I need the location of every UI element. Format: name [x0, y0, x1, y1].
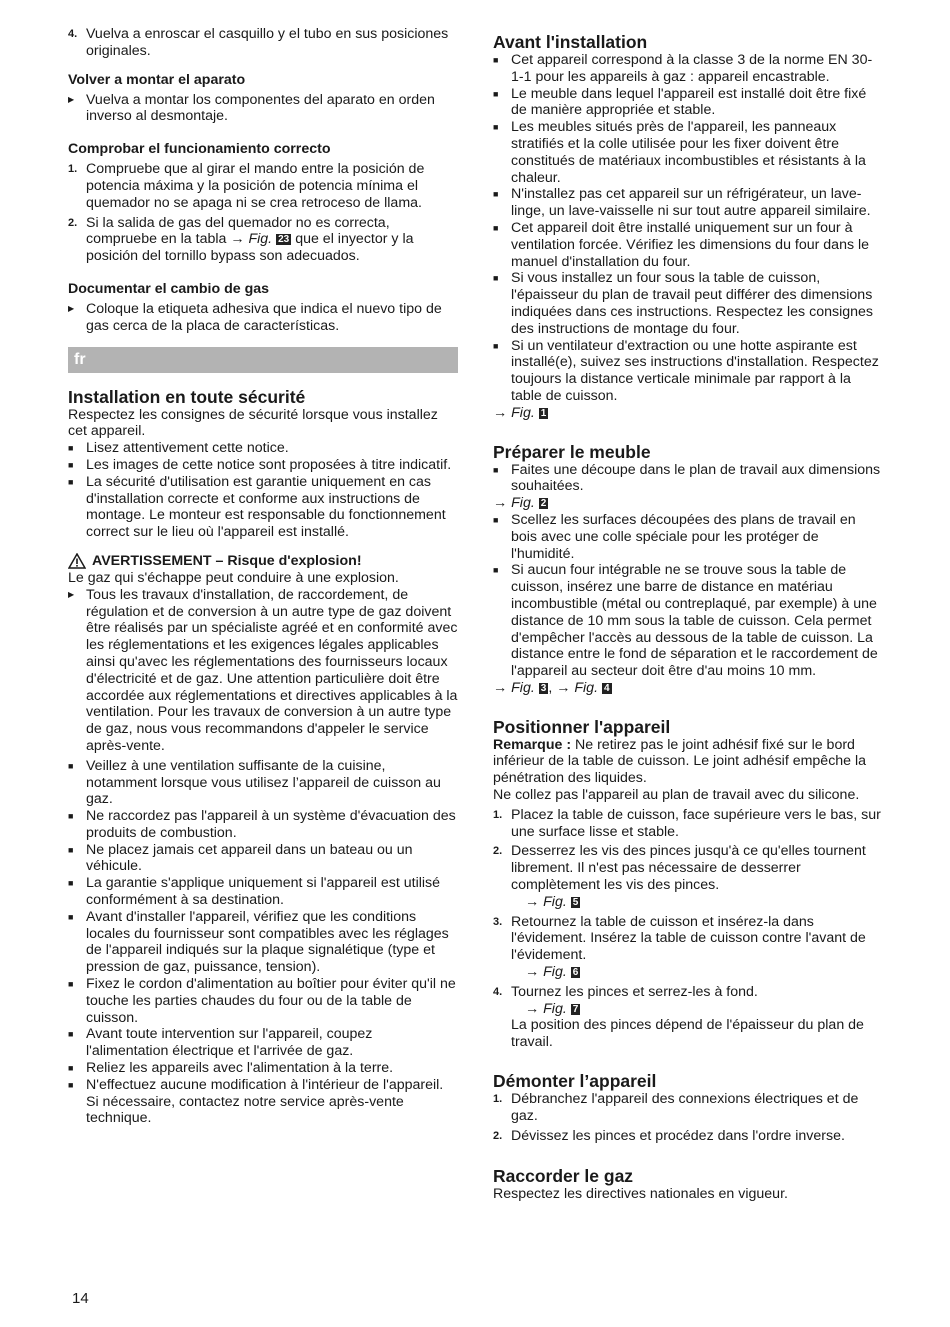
list-item-text: Si un ventilateur d'extraction ou une hotte aspirante est installé(e), suivez ses instructions d'installation. Respectez toujours la distance verticale minimale par rapport à la table de cuisson. — [511, 337, 879, 404]
square-bullet-icon: ■ — [68, 1079, 74, 1090]
page-number: 14 — [72, 1290, 89, 1307]
list-item — [68, 457, 458, 474]
list-item — [493, 914, 883, 981]
figure-line — [511, 964, 883, 981]
figure-number-badge: 7 — [572, 1003, 579, 1015]
figure-ref: → Fig. — [525, 893, 567, 910]
list-item-text: Retournez la table de cuisson et insérez-la dans l'évidement. Insérez la table de cuisson contre l'avant de l'évidement. — [511, 913, 866, 964]
list-item — [68, 1077, 458, 1127]
list-item-text: Tous les travaux d'installation, de raccordement, de régulation et de conversion à un autre type de gaz doivent être réalisés par un spécialiste agréé et en conformité avec les réglementations et les exigences légales applicables ainsi qu'avec les réglementations des fournisseurs locaux d'électricité et de gaz. Une attention particulière doit être accordée aux réglementations et directives applicables à la ventilation. Pour les travaux de conversion à un autre type de gaz, nous vous recommandons d'appeler le service après-vente. — [86, 586, 458, 754]
list-item — [68, 26, 458, 60]
list-item-text: Faites une découpe dans le plan de travail aux dimensions souhaitées. — [511, 461, 881, 495]
paragraph: Respectez les consignes de sécurité lorsque vous installez cet appareil. — [68, 406, 438, 440]
language-band — [68, 347, 458, 373]
figure-line — [493, 680, 883, 697]
left-column — [68, 26, 458, 1127]
list-item — [68, 301, 458, 335]
list-item-text: Vuelva a enroscar el casquillo y el tubo en sus posiciones originales. — [86, 26, 449, 59]
language-label: fr — [74, 350, 86, 368]
list-item — [493, 512, 883, 562]
section-heading: Documentar el cambio de gas — [68, 280, 270, 297]
list-item-text: La position des pinces dépend de l'épaisseur du plan de travail. — [511, 1017, 864, 1051]
list-item-text: Reliez les appareils avec l'alimentation à la terre. — [86, 1060, 394, 1077]
list-item — [493, 220, 883, 270]
figure-number-badge: 1 — [540, 407, 547, 419]
triangle-bullet-icon: ▶ — [68, 589, 75, 599]
list-item — [68, 909, 458, 976]
figure-number-badge: 3 — [540, 682, 547, 694]
figure-ref: → Fig. — [525, 1000, 567, 1017]
list-item — [68, 1026, 458, 1060]
step-number: 1. — [493, 1093, 503, 1106]
list-item — [68, 440, 458, 457]
square-bullet-icon: ■ — [68, 979, 74, 990]
list-item-text: N'effectuez aucune modification à l'intérieur de l'appareil. Si nécessaire, contactez notre service après-vente technique. — [86, 1076, 444, 1127]
list-item — [493, 52, 883, 86]
step-number: 1. — [493, 808, 503, 821]
separator: , — [548, 679, 557, 696]
triangle-bullet-icon: ▶ — [68, 94, 75, 104]
square-bullet-icon: ■ — [68, 911, 74, 922]
list-item-text: Avant d'installer l'appareil, vérifiez que les conditions locales du fournisseur sont compatibles avec les réglages de l'appareil indiqués sur la plaque signalétique (type et pression de gaz, puissance, tension). — [86, 908, 449, 976]
list-item-text: N'installez pas cet appareil sur un réfrigérateur, un lave-linge, un lave-vaisselle ni sur tout autre appareil similaire. — [511, 186, 871, 220]
list-item — [493, 807, 883, 841]
square-bullet-icon: ■ — [68, 1063, 74, 1074]
figure-ref: → Fig. — [230, 231, 273, 248]
list-item — [68, 808, 458, 842]
list-item-text: Avant toute intervention sur l'appareil, coupez l'alimentation électrique et l'arrivée de gaz. — [86, 1026, 373, 1060]
figure-ref: → Fig. — [493, 404, 535, 421]
step-number: 3. — [493, 915, 503, 928]
list-item — [68, 474, 458, 541]
list-item-text: Si aucun four intégrable ne se trouve sous la table de cuisson, insérez une barre de distance en matériau incombustible (métal ou contreplaqué, par exemple) à une distance de 10 mm sous la table de cuisson. Cela permet d'empêcher l'accès au dessous de la table de cuisson. La distance entre le fond de séparation et le raccordement de l'appareil au secteur doit être d'au moins 10 mm. — [511, 562, 878, 680]
list-item-text: Desserrez les vis des pinces jusqu'à ce qu'elles tournent librement. Il n'est pas nécessaire de desserrer complètement les vis des pinces. — [511, 843, 866, 894]
square-bullet-icon: ■ — [68, 1029, 74, 1040]
list-item — [493, 562, 883, 680]
list-item-text: Cet appareil correspond à la classe 3 de la norme EN 30-1-1 pour les appareils à gaz : appareil encastrable. — [511, 52, 873, 85]
list-item — [493, 984, 883, 1051]
figure-line — [493, 495, 883, 512]
list-item-text: Débranchez l'appareil des connexions électriques et de gaz. — [511, 1091, 859, 1124]
list-item-text: Placez la table de cuisson, face supérieure vers le bas, sur une surface lisse et stable. — [511, 806, 881, 840]
list-item — [68, 161, 458, 211]
list-item — [493, 462, 883, 496]
list-item-text: Le meuble dans lequel l'appareil est installé doit être fixé de manière appropriée et stable. — [511, 85, 867, 119]
square-bullet-icon: ■ — [493, 565, 499, 576]
list-item-text: Tournez les pinces et serrez-les à fond. — [511, 983, 758, 1000]
list-item-text: Compruebe que al girar el mando entre la posición de potencia máxima y la posición de potencia mínima el quemador no se apaga ni se crea retroceso de llama. — [86, 161, 425, 211]
section-heading: Comprobar el funcionamiento correcto — [68, 141, 331, 158]
figure-number-badge: 4 — [604, 682, 610, 694]
section-heading: Positionner l'appareil — [493, 716, 671, 737]
step-number: 4. — [493, 985, 503, 998]
list-item — [493, 186, 883, 220]
list-item — [493, 86, 883, 120]
list-item-text: Vuelva a montar los componentes del aparato en orden inverso al desmontaje. — [86, 91, 435, 125]
square-bullet-icon: ■ — [493, 189, 499, 200]
square-bullet-icon: ■ — [68, 844, 74, 855]
list-item — [68, 92, 458, 126]
figure-number-badge: 6 — [572, 967, 579, 979]
warning-heading — [68, 553, 458, 570]
square-bullet-icon: ■ — [493, 88, 499, 99]
list-item-text: Veillez à une ventilation suffisante de la cuisine, notamment lorsque vous utilisez l’appareil de cuisson au gaz. — [86, 757, 441, 808]
step-number: 1. — [68, 163, 78, 176]
warning-triangle-icon — [68, 553, 86, 569]
list-item-text: Si la salida de gas del quemador no es correcta, compruebe en la tabla — [86, 214, 390, 248]
list-item-text: La garantie s'applique uniquement si l'appareil est utilisé conformément à sa destination. — [86, 875, 441, 909]
list-item-text: Lisez attentivement cette notice. — [86, 440, 289, 457]
list-item — [68, 842, 458, 876]
list-item-text: Ne placez jamais cet appareil dans un bateau ou un véhicule. — [86, 841, 413, 875]
warning-title: AVERTISSEMENT – Risque d'explosion! — [92, 552, 362, 569]
square-bullet-icon: ■ — [493, 122, 499, 133]
section-heading: Préparer le meuble — [493, 441, 651, 462]
square-bullet-icon: ■ — [68, 878, 74, 889]
square-bullet-icon: ■ — [493, 222, 499, 233]
square-bullet-icon: ■ — [68, 459, 74, 470]
square-bullet-icon: ■ — [493, 464, 499, 475]
list-item — [68, 1060, 458, 1077]
step-number: 2. — [493, 845, 503, 858]
list-item-text: Les meubles situés près de l'appareil, les panneaux stratifiés et la colle utilisée pour les fixer doivent être constitués de matériaux incombustibles et résistants à la chaleur. — [511, 119, 866, 186]
list-item — [68, 587, 458, 755]
list-item-text: La sécurité d'utilisation est garantie uniquement en cas d'installation correcte et conforme aux instructions de montage. Le monteur est responsable du fonctionnement correct sur le lieu où l'appareil est installé. — [86, 473, 446, 541]
square-bullet-icon: ■ — [68, 443, 74, 454]
figure-ref: → Fig. — [525, 964, 567, 981]
list-item — [68, 215, 458, 265]
list-item-text: que el inyector y la posición del tornillo bypass son adecuados. — [86, 231, 414, 265]
paragraph: Ne collez pas l'appareil au plan de travail avec du silicone. — [493, 787, 860, 804]
square-bullet-icon: ■ — [493, 55, 499, 65]
list-item — [68, 976, 458, 1026]
section-heading: Raccorder le gaz — [493, 1166, 634, 1187]
list-item — [493, 338, 883, 405]
square-bullet-icon: ■ — [493, 273, 499, 284]
list-item — [493, 119, 883, 186]
list-item — [493, 1091, 883, 1125]
list-item-text: Coloque la etiqueta adhesiva que indica el nuevo tipo de gas cerca de la placa de características. — [86, 300, 442, 334]
list-item-text: Si vous installez un four sous la table de cuisson, l'épaisseur du plan de travail peut différer des dimensions indiquées dans ces instructions. Respectez les consignes des instructions de montage du four. — [511, 270, 873, 337]
figure-ref: → Fig. — [493, 495, 535, 512]
paragraph: Respectez les directives nationales en vigueur. — [493, 1186, 788, 1203]
figure-line — [511, 894, 883, 911]
square-bullet-icon: ■ — [68, 811, 74, 822]
list-item — [493, 1128, 883, 1145]
list-item-text: Dévissez les pinces et procédez dans l'ordre inverse. — [511, 1127, 845, 1144]
step-number: 4. — [68, 28, 78, 40]
list-item-text: Scellez les surfaces découpées des plans de travail en bois avec une colle spéciale pour les protéger de l'humidité. — [511, 511, 856, 562]
list-item — [68, 875, 458, 909]
paragraph — [493, 737, 883, 787]
list-item-text: Les images de cette notice sont proposées à titre indicatif. — [86, 456, 452, 473]
square-bullet-icon: ■ — [68, 760, 74, 771]
figure-ref: → Fig. — [493, 679, 535, 696]
figure-line — [493, 405, 883, 422]
section-heading: Volver a montar el aparato — [68, 71, 246, 88]
square-bullet-icon: ■ — [68, 476, 74, 487]
list-item — [493, 270, 883, 337]
figure-ref: → Fig. — [556, 679, 599, 696]
list-item — [493, 843, 883, 910]
section-heading: Installation en toute sécurité — [68, 386, 306, 407]
step-number: 2. — [68, 216, 78, 229]
step-number: 2. — [493, 1129, 503, 1142]
right-column — [493, 26, 883, 1203]
paragraph: Le gaz qui s'échappe peut conduire à une explosion. — [68, 569, 399, 586]
triangle-bullet-icon: ▶ — [68, 303, 75, 313]
list-item — [68, 758, 458, 808]
list-item-text: Cet appareil doit être installé uniquement sur un four à ventilation forcée. Vérifiez les dimensions du four dans le manuel d'installation du four. — [511, 219, 870, 270]
list-item-text: Ne raccordez pas l'appareil à un système d'évacuation des produits de combustion. — [86, 808, 456, 841]
square-bullet-icon: ■ — [493, 340, 499, 351]
figure-number-badge: 2 — [540, 498, 547, 510]
remark-text: Ne retirez pas le joint adhésif fixé sur le bord inférieur de la table de cuisson. Le joint adhésif empêche la pénétration des liquides. — [493, 736, 867, 787]
remark-label: Remarque : — [493, 736, 572, 753]
section-heading: Avant l'installation — [493, 32, 648, 52]
figure-line — [511, 1001, 883, 1018]
figure-number-badge: 23 — [278, 234, 290, 246]
figure-number-badge: 5 — [572, 896, 579, 908]
square-bullet-icon: ■ — [493, 514, 499, 525]
list-item-text: Fixez le cordon d'alimentation au boîtier pour éviter qu'il ne touche les parties chaudes du four ou de la table de cuisson. — [86, 976, 456, 1026]
section-heading: Démonter l’appareil — [493, 1071, 657, 1092]
